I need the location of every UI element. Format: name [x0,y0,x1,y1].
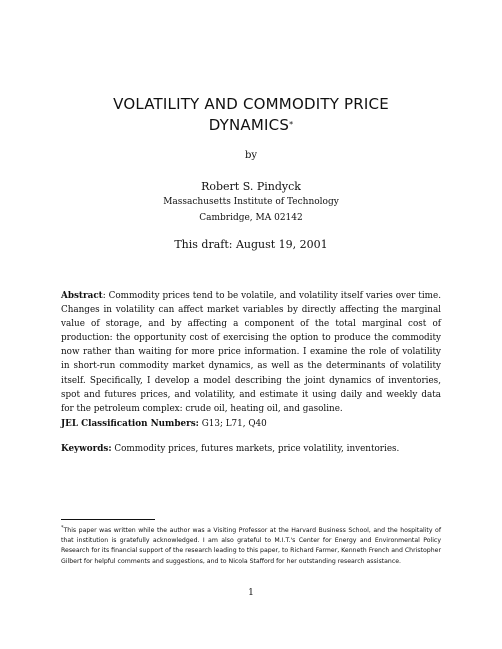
abstract [61,289,441,416]
keywords-text: Commodity prices, futures markets, price volatility, inventories. [111,444,400,454]
draft-date: This draft: August 19, 2001 [174,238,328,251]
abstract-text: : Commodity prices tend to be volatile, and volatility itself varies over time. Changes in volatility can affect market variables by directly affecting the marginal value of storage, and by affecting a component of the total marginal cost of production: the opportunity cost of exercising the option to produce the commodity now rather than waiting for more price information. I examine the role of volatility in short-run commodity market dynamics, as well as the determinants of volatility itself. Specifically, I develop a model describing the joint dynamics of inventories, spot and futures prices, and volatility, and estimate it using daily and weekly data for the petroleum complex: crude oil, heating oil, and gasoline. [61,291,441,414]
footnote-marker: * [61,525,64,531]
author-name: Robert S. Pindyck [201,180,301,193]
footnote-text: This paper was written while the author was a Visiting Professor at the Harvard Business School, and the hospitality of that institution is gratefully acknowledged. I am also grateful to M.I.T.'s Center for Energy and Environmental Policy Research for its financial support of the research leading to this paper, to Richard Farmer, Kenneth French and Christopher Gilbert for helpful comments and suggestions, and to Nicola Stafford for her outstanding research assistance. [61,527,441,565]
jel-text: G13; L71, Q40 [198,419,267,429]
title-footnote-marker: * [289,120,294,129]
author-affiliation: Massachusetts Institute of Technology [163,197,339,207]
footnote [61,523,441,567]
paper-title [60,94,442,136]
keywords-label: Keywords: [61,444,112,454]
title-line-2-text: DYNAMICS [208,116,290,134]
page-number: 1 [248,588,254,598]
by-line: by [244,150,258,161]
author-address: Cambridge, MA 02142 [199,213,303,223]
abstract-label: Abstract [61,291,103,301]
title-line-1: VOLATILITY AND COMMODITY PRICE [113,95,389,113]
jel-label: JEL Classification Numbers: [61,419,199,429]
title-line-2 [60,115,442,136]
footnote-rule [61,519,155,520]
jel-codes [61,419,441,429]
keywords [61,444,441,454]
